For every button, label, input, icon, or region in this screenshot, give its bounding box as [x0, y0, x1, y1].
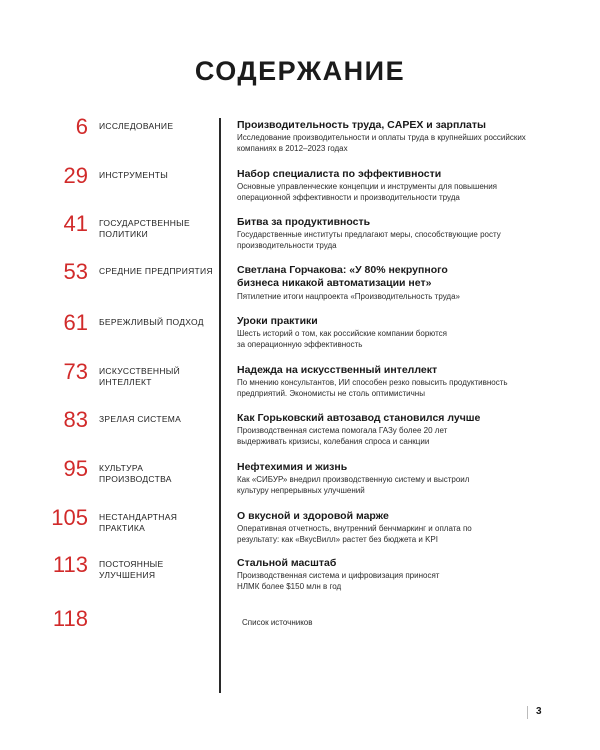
toc-article-title: Светлана Горчакова: «У 80% некрупного бизнеса никакой автоматизации нет» [237, 264, 448, 289]
toc-page-number: 6 [75, 114, 88, 139]
toc-article-description: По мнению консультантов, ИИ способен резко повысить продуктивность предприятий. Экономисты не столь оптимистичны [237, 378, 508, 398]
toc-row[interactable] [0, 606, 600, 657]
toc-article-title: О вкусной и здоровой марже [237, 510, 389, 522]
toc-page-number: 61 [63, 310, 88, 335]
toc-page-number: 83 [63, 407, 88, 432]
toc-article-description: Основные управленческие концепции и инструменты для повышения операционной эффективности и производительности труда [237, 182, 498, 202]
toc-article-title: Нефтехимия и жизнь [237, 461, 348, 473]
toc-article-title: Как Горьковский автозавод становился лучше [237, 412, 481, 424]
toc-section-label: ИССЛЕДОВАНИЕ [99, 121, 174, 131]
toc-article-description: Производственная система и цифровизация приносят НЛМК более $150 млн в год [237, 571, 440, 591]
toc-article-description: Оперативная отчетность, внутренний бенчмаркинг и оплата по результату: как «ВкусВилл» растет без бюджета и KPI [237, 524, 472, 544]
toc-section-label: СРЕДНИЕ ПРЕДПРИЯТИЯ [99, 266, 213, 276]
toc-sources-link[interactable]: Список источников [242, 618, 313, 627]
toc-section-label: ЗРЕЛАЯ СИСТЕМА [99, 414, 182, 424]
toc-row[interactable] [0, 456, 600, 507]
toc-section-label: ПОСТОЯННЫЕ УЛУЧШЕНИЯ [99, 559, 164, 580]
toc-article-description: Пятилетние итоги нацпроекта «Производительность труда» [237, 292, 460, 301]
toc-article-title: Уроки практики [237, 315, 318, 327]
toc-section-label: НЕСТАНДАРТНАЯ ПРАКТИКА [99, 512, 178, 533]
toc-page-number: 29 [63, 163, 88, 188]
toc-article-title: Набор специалиста по эффективности [237, 168, 442, 180]
toc-section-label: ИНСТРУМЕНТЫ [99, 170, 169, 180]
page-title: СОДЕРЖАНИЕ [194, 56, 406, 86]
page-number-separator [527, 706, 528, 719]
toc-article-title: Стальной масштаб [237, 557, 337, 569]
toc-row[interactable] [0, 310, 600, 361]
page-number: 3 [536, 706, 542, 717]
toc-article-title: Производительность труда, CAPEX и зарплаты [237, 119, 486, 131]
toc-article-title: Битва за продуктивность [237, 216, 371, 228]
toc-page-number: 73 [63, 359, 88, 384]
toc-row[interactable] [0, 211, 600, 262]
toc-article-description: Производственная система помогала ГАЗу более 20 лет выдерживать кризисы, колебания спроса и санкции [237, 426, 448, 446]
toc-page-number: 41 [63, 211, 88, 236]
toc-section-label: БЕРЕЖЛИВЫЙ ПОДХОД [99, 317, 204, 327]
toc-page-number: 113 [52, 552, 88, 577]
toc-article-description: Государственные институты предлагают меры, способствующие росту производительности труда [237, 230, 501, 250]
toc-section-label: ГОСУДАРСТВЕННЫЕ ПОЛИТИКИ [99, 218, 190, 239]
toc-article-description: Исследование производительности и оплаты труда в крупнейших российских компаниях в 2012–2023 годах [237, 133, 526, 153]
toc-article-title: Надежда на искусственный интеллект [237, 364, 438, 376]
toc-row[interactable] [0, 552, 600, 603]
toc-section-label: КУЛЬТУРА ПРОИЗВОДСТВА [99, 463, 172, 484]
toc-article-description: Как «СИБУР» внедрил производственную систему и выстроил культуру непрерывных улучшений [237, 475, 470, 495]
toc-row[interactable] [0, 259, 600, 310]
toc-page-number: 105 [51, 505, 88, 530]
toc-page-number: 118 [52, 606, 88, 631]
toc-article-description: Шесть историй о том, как российские компании борются за операционную эффективность [237, 329, 448, 349]
toc-row[interactable] [0, 505, 600, 556]
toc-row[interactable] [0, 407, 600, 458]
toc-page-number: 95 [63, 456, 88, 481]
toc-row[interactable] [0, 114, 600, 165]
toc-row[interactable] [0, 163, 600, 214]
toc-page-number: 53 [63, 259, 88, 284]
toc-row[interactable] [0, 359, 600, 410]
toc-section-label: ИСКУССТВЕННЫЙ ИНТЕЛЛЕКТ [99, 366, 181, 387]
